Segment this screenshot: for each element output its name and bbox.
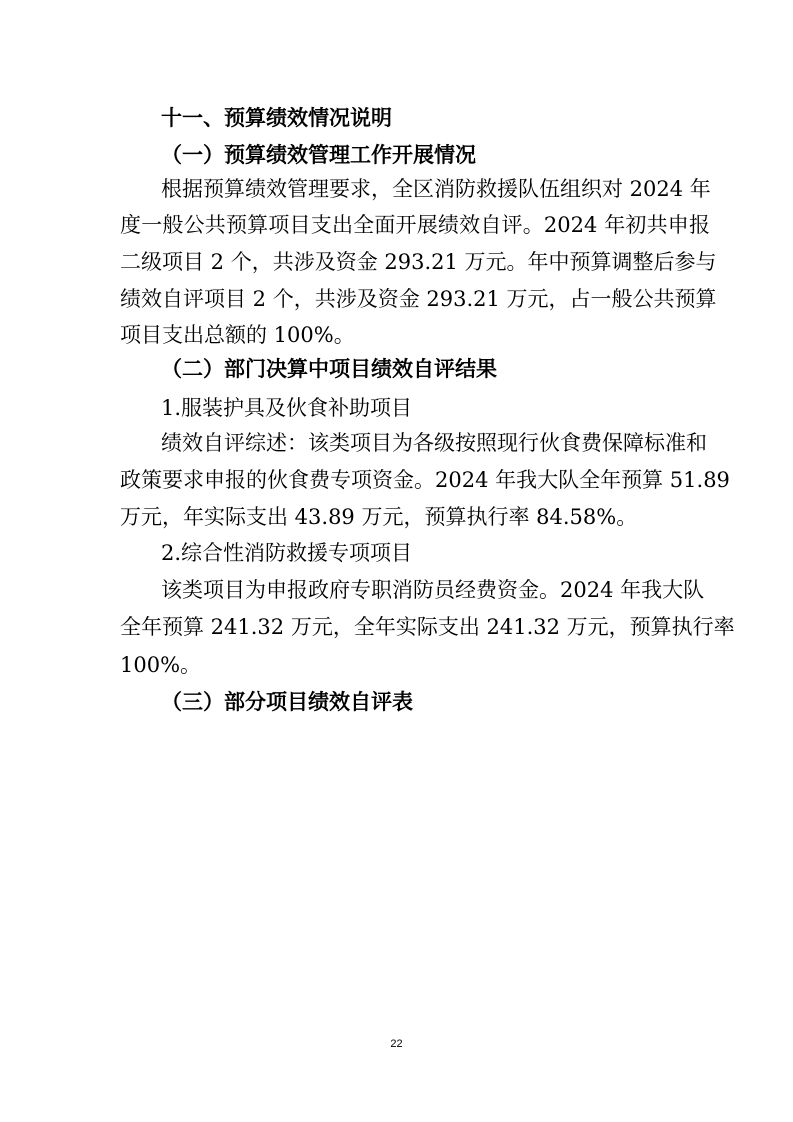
item-2-line-2: 全年预算 241.32 万元，全年实际支出 241.32 万元，预算执行率 [120,615,735,639]
subsection-1-heading: （一）预算绩效管理工作开展情况 [161,142,476,167]
item-1-line-1: 绩效自评综述：该类项目为各级按照现行伙食费保障标准和 [161,431,707,455]
subsection-3-heading: （三）部分项目绩效自评表 [161,689,413,714]
item-2-title: 2.综合性消防救援专项项目 [161,541,413,565]
paragraph-1-line-2: 度一般公共预算项目支出全面开展绩效自评。2024 年初共申报 [120,213,710,237]
paragraph-1-line-1: 根据预算绩效管理要求，全区消防救援队伍组织对 2024 年 [161,177,711,201]
item-2-line-1: 该类项目为申报政府专职消防员经费资金。2024 年我大队 [161,578,705,602]
section-title: 十一、预算绩效情况说明 [161,105,392,130]
item-2-line-3: 100%。 [120,653,202,677]
paragraph-1-line-5: 项目支出总额的 100%。 [120,323,355,347]
page-number: 22 [390,1038,403,1050]
item-1-line-3: 万元，年实际支出 43.89 万元，预算执行率 84.58%。 [120,505,638,529]
paragraph-1-line-3: 二级项目 2 个，共涉及资金 293.21 万元。年中预算调整后参与 [120,250,717,274]
item-1-title: 1.服装护具及伙食补助项目 [161,396,413,420]
subsection-2-heading: （二）部门决算中项目绩效自评结果 [161,356,497,381]
item-1-line-2: 政策要求申报的伙食费专项资金。2024 年我大队全年预算 51.89 [120,468,730,492]
paragraph-1-line-4: 绩效自评项目 2 个，共涉及资金 293.21 万元，占一般公共预算 [120,287,717,311]
